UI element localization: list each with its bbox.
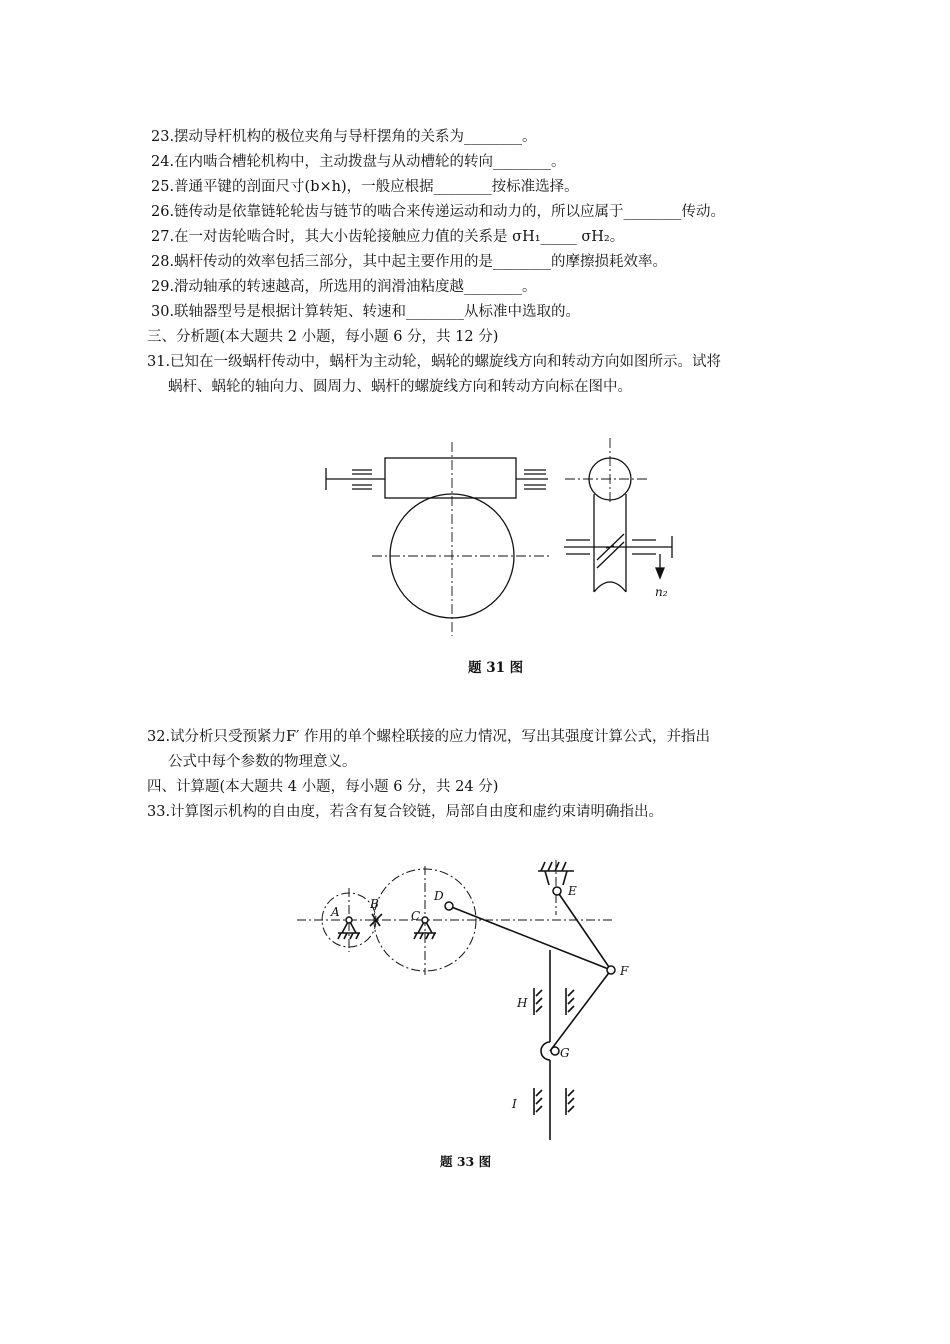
question-32-line1: 32.试分析只受预紧力F′ 作用的单个螺栓联接的应力情况，写出其强度计算公式，并指出 bbox=[147, 729, 711, 745]
question-23: 23.摆动导杆机构的极位夹角与导杆摆角的关系为________。 bbox=[151, 129, 537, 145]
figure-33-caption: 题 33 图 bbox=[440, 1154, 492, 1169]
label-A: A bbox=[331, 905, 340, 919]
section-3-title: 三、分析题(本大题共 2 小题，每小题 6 分，共 12 分) bbox=[147, 329, 499, 345]
question-25: 25.普通平键的剖面尺寸(b×h)，一般应根据________按标准选择。 bbox=[151, 179, 579, 195]
label-B: B bbox=[370, 897, 379, 911]
question-29: 29.滑动轴承的转速越高，所选用的润滑油粘度越________。 bbox=[151, 279, 537, 295]
question-31-line2: 蜗杆、蜗轮的轴向力、圆周力、蜗杆的螺旋线方向和转动方向标在图中。 bbox=[168, 379, 632, 395]
label-E: E bbox=[568, 884, 577, 898]
label-H: H bbox=[517, 996, 528, 1010]
label-D: D bbox=[434, 889, 444, 903]
question-24: 24.在内啮合槽轮机构中，主动拨盘与从动槽轮的转向________。 bbox=[151, 154, 566, 170]
section-4-title: 四、计算题(本大题共 4 小题，每小题 6 分，共 24 分) bbox=[147, 779, 499, 795]
question-27: 27.在一对齿轮啮合时，其大小齿轮接触应力值的关系是 σH₁_____ σH₂。 bbox=[151, 229, 625, 245]
question-28: 28.蜗杆传动的效率包括三部分，其中起主要作用的是________的摩擦损耗效率。 bbox=[151, 254, 668, 270]
label-F: F bbox=[620, 964, 629, 978]
label-n2: n₂ bbox=[655, 585, 668, 599]
label-I: I bbox=[512, 1097, 517, 1111]
label-C: C bbox=[411, 909, 421, 923]
figure-31-caption: 题 31 图 bbox=[468, 660, 524, 676]
question-32-line2: 公式中每个参数的物理意义。 bbox=[168, 754, 357, 770]
question-30: 30.联轴器型号是根据计算转矩、转速和________从标准中选取的。 bbox=[151, 304, 581, 320]
question-26: 26.链传动是依靠链轮轮齿与链节的啮合来传递运动和动力的，所以应属于________传动。 bbox=[151, 204, 726, 220]
question-31-line1: 31.已知在一级蜗杆传动中，蜗杆为主动轮，蜗轮的螺旋线方向和转动方向如图所示。试将 bbox=[147, 354, 722, 370]
label-G: G bbox=[560, 1046, 570, 1060]
question-33-line1: 33.计算图示机构的自由度，若含有复合铰链，局部自由度和虚约束请明确指出。 bbox=[147, 804, 664, 820]
